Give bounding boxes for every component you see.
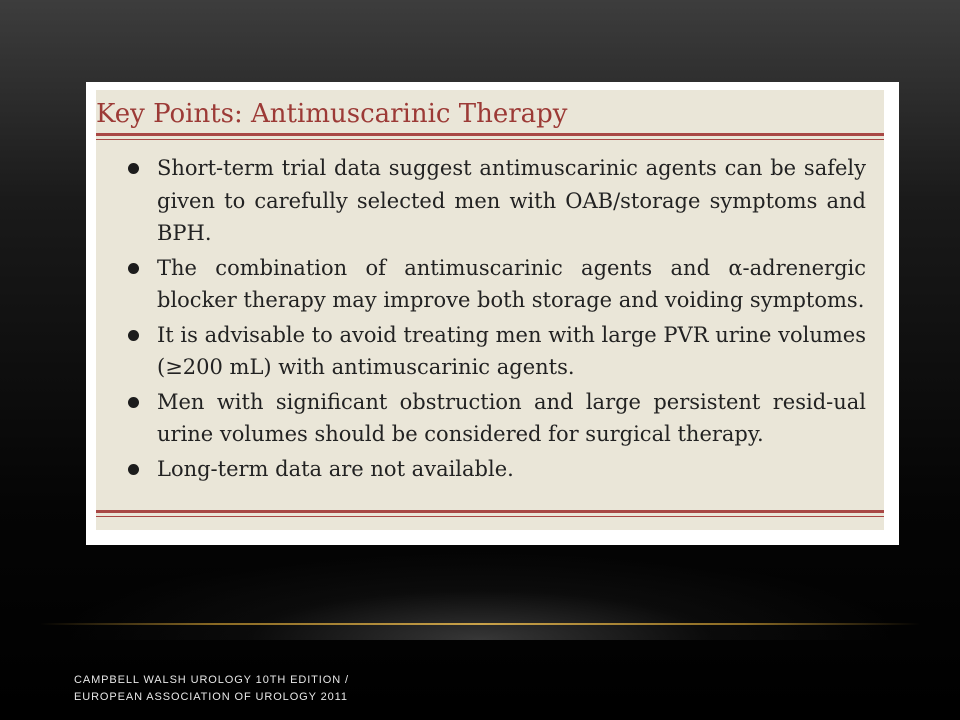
key-points-list [96,152,884,487]
bullet-icon [128,163,139,174]
key-points-panel [96,90,884,530]
key-point-text: Men with significant obstruction and large persistent resid-ual urine volumes should be considered for surgical therapy. [157,389,866,446]
bullet-icon [128,330,139,341]
key-points-image [86,82,899,545]
bullet-icon [128,263,139,274]
key-point-item [96,152,884,250]
bottom-rule-thin [96,516,884,517]
key-point-item [96,252,884,317]
bullet-icon [128,464,139,475]
source-line-1: CAMPBELL WALSH UROLOGY 10TH EDITION / [74,674,349,686]
bottom-rule-thick [96,510,884,513]
key-point-text: Short-term trial data suggest antimuscarinic agents can be safely given to carefully selected men with OAB/storage symptoms and BPH. [157,156,866,245]
background-glow [0,540,960,640]
key-point-text: The combination of antimuscarinic agents and α-adrenergic blocker therapy may improve both storage and voiding symptoms. [157,255,866,312]
source-line-2: EUROPEAN ASSOCIATION OF UROLOGY 2011 [74,691,348,703]
title-rule-thick [96,133,884,136]
key-point-item [96,386,884,451]
key-point-item [96,453,884,486]
key-point-text: It is advisable to avoid treating men with large PVR urine volumes (≥200 mL) with antimuscarinic agents. [157,322,866,379]
key-point-item [96,319,884,384]
panel-title: Key Points: Antimuscarinic Therapy [96,99,568,129]
source-citation [74,672,394,706]
key-point-text: Long-term data are not available. [157,456,514,481]
title-rule-thin [96,139,884,140]
gold-divider-line [40,623,920,625]
bullet-icon [128,397,139,408]
